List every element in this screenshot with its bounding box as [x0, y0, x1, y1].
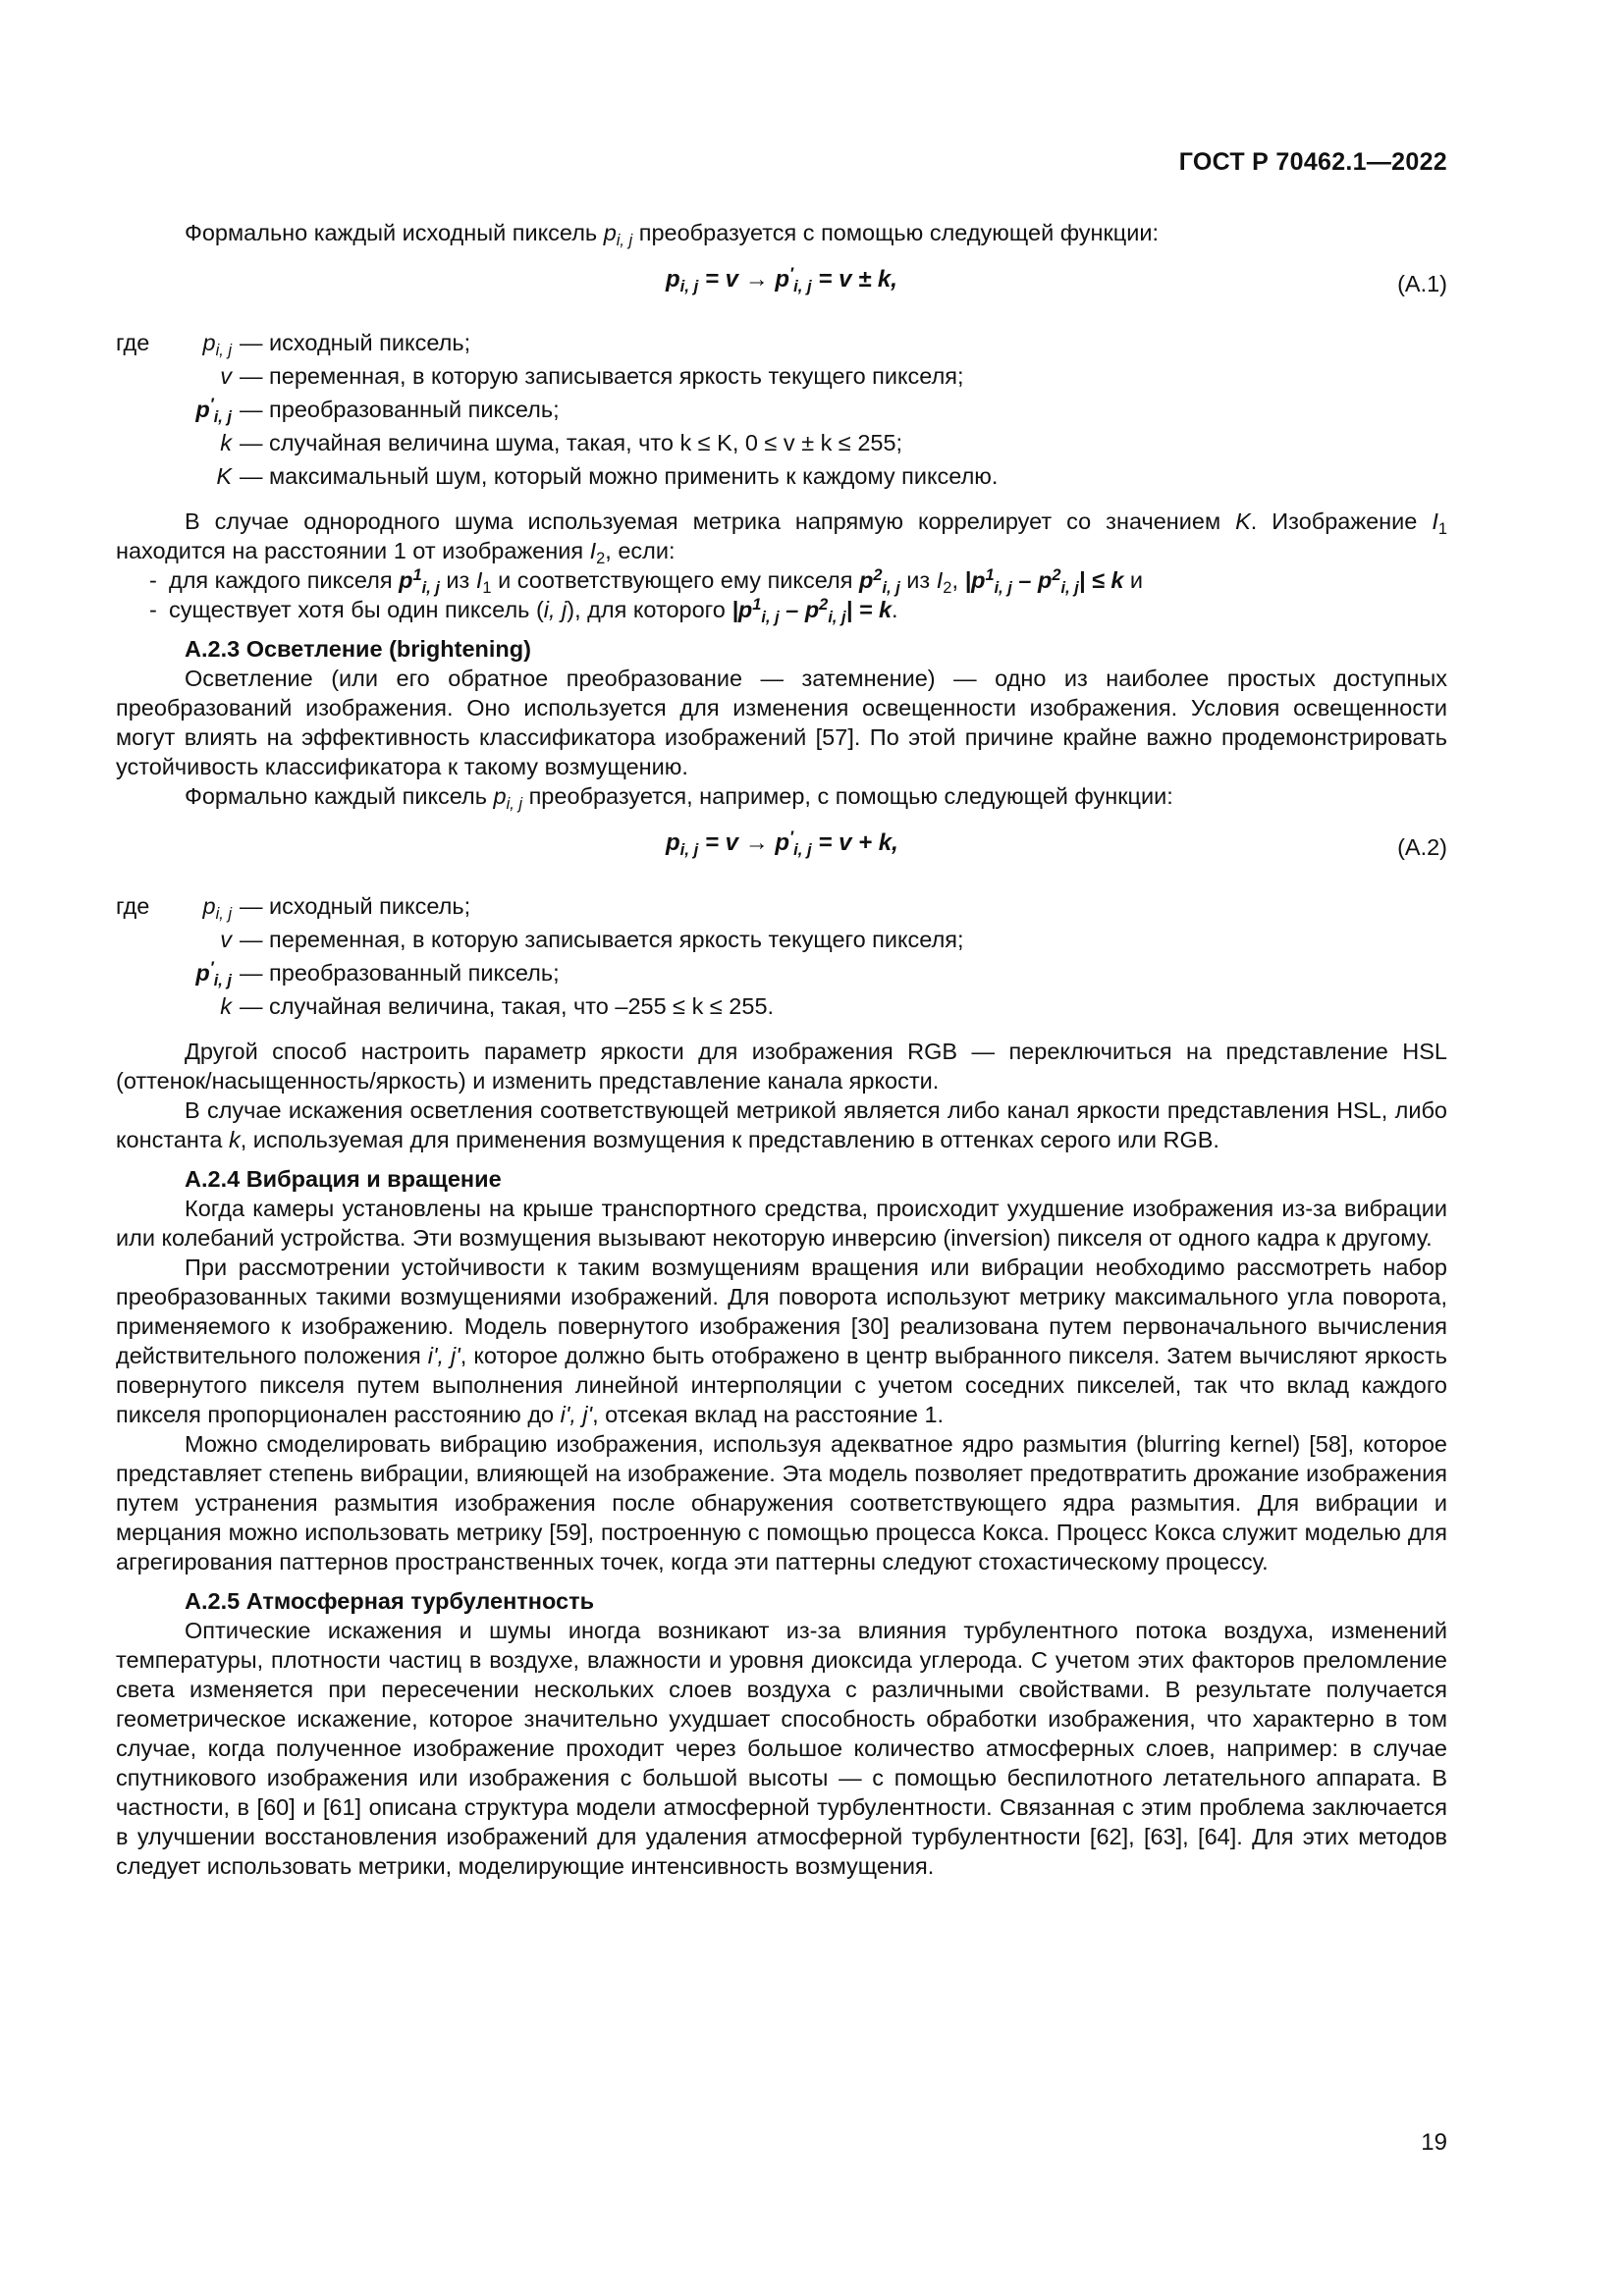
definition-row: K — максимальный шум, который можно применить к каждому пикселю.: [116, 461, 1447, 495]
page-body: [116, 218, 1447, 1881]
paragraph: Когда камеры установлены на крыше транспортного средства, происходит ухудшение изображения из-за вибрации или колебаний устройства. Эти возмущения вызывают некоторую инверсию (inversion) пикселя от одного кадра к другому.: [116, 1196, 1447, 1251]
section-heading-a25: А.2.5 Атмосферная турбулентность: [185, 1588, 595, 1614]
definition-row: $p'_{i, j}$ — преобразованный пиксель;: [116, 958, 1447, 991]
definition-symbol: $p_{i, j}$: [202, 330, 232, 359]
paragraph: При рассмотрении устойчивости к таким возмущениям вращения или вибрации необходимо рассмотреть набор преобразованных такими возмущениями изображений. Для поворота используют метрику максимального угла поворота, применяемого к изображению. Модель повернутого изображения [30] реализована путем первоначального вычисления действительного положения i', j', которое должно быть отображено в центр выбранного пикселя. Затем вычисляют яркость повернутого пикселя путем выполнения линейной интерполяции с учетом соседних пикселей, так что вклад каждого пикселя пропорционален расстоянию до i', j', отсекая вклад на расстояние 1.: [116, 1255, 1447, 1427]
definition-row: $p'_{i, j}$ — преобразованный пиксель;: [116, 395, 1447, 428]
definition-symbol: $p'_{i, j}$: [195, 959, 232, 989]
section-heading-a23: А.2.3 Осветление (brightening): [185, 636, 531, 662]
definition-row: k — случайная величина, такая, что –255 ≤ k ≤ 255.: [116, 991, 1447, 1025]
paragraph: В случае искажения осветления соответствующей метрикой является либо канал яркости представления HSL, либо константа k, используемая для применения возмущения к представлению в оттенках серого или RGB.: [116, 1097, 1447, 1152]
formula-a2-definitions: [116, 891, 1447, 1025]
definition-row: k — случайная величина шума, такая, что k ≤ K, 0 ≤ v ± k ≤ 255;: [116, 428, 1447, 461]
list-item: - для каждого пикселя $p^1_{i, j}$ из $I_1$ и соответствующего ему пикселя $p^2_{i, j}$ из $I_2$, $|p^1_{i, j} - p^2_{i, j}| \le k$ и: [116, 565, 1447, 595]
list-item: - существует хотя бы один пиксель (i, j), для которого $|p^1_{i, j} - p^2_{i, j}| = k$.: [116, 595, 1447, 624]
standard-designation: ГОСТ Р 70462.1—2022: [1178, 148, 1447, 176]
paragraph: Оптические искажения и шумы иногда возникают из-за влияния турбулентного потока воздуха, изменений температуры, плотности частиц в воздухе, влажности и уровня диоксида углерода. С учетом этих факторов преломление света изменяется при пересечении нескольких слоев воздуха с различными свойствами. В результате получается геометрическое искажение, которое значительно ухудшает способность обработки изображения, что характерно в том случае, когда полученное изображение проходит через большое количество атмосферных слоев, например: в случае спутникового изображения или изображения с большой высоты — с помощью беспилотного летательного аппарата. В частности, в [60] и [61] описана структура модели атмосферной турбулентности. Связанная с этим проблема заключается в улучшении восстановления изображений для удаления атмосферной турбулентности [62], [63], [64]. Для этих методов следует использовать метрики, моделирующие интенсивность возмущения.: [116, 1618, 1447, 1879]
definition-row: где $p_{i, j}$ — исходный пиксель;: [116, 330, 471, 359]
paragraph: Осветление (или его обратное преобразование — затемнение) — одно из наиболее простых доступных преобразований изображения. Оно используется для изменения освещенности изображения. Условия освещенности могут влиять на эффективность классификатора изображений [57]. По этой причине крайне важно продемонстрировать устойчивость классификатора к такому возмущению.: [116, 666, 1447, 779]
definition-symbol: v: [220, 363, 232, 389]
definition-row: где $p_{i, j}$ — исходный пиксель;: [116, 893, 471, 923]
definition-symbol: K: [216, 463, 232, 489]
definition-symbol: $p_{i, j}$: [202, 893, 232, 923]
definition-row: v — переменная, в которую записывается яркость текущего пикселя;: [116, 361, 1447, 395]
definition-symbol: v: [220, 927, 232, 952]
formula-a2: [116, 823, 1447, 868]
formula-a1-definitions: [116, 328, 1447, 495]
formula-a1-expression: $p_{i, j} = v \to p'_{i, j} = v \pm k$,: [666, 264, 897, 295]
formula-a1: [116, 259, 1447, 304]
page-number: 19: [1421, 2129, 1447, 2156]
paragraph: Другой способ настроить параметр яркости для изображения RGB — переключиться на представление HSL (оттенок/насыщенность/яркость) и изменить представление канала яркости.: [116, 1039, 1447, 1094]
paragraph: Можно смоделировать вибрацию изображения, используя адекватное ядро размытия (blurring kernel) [58], которое представляет степень вибрации, влияющей на изображение. Эта модель позволяет предотвратить дрожание изображения путем устранения размытия изображения после обнаружения соответствующего ядра размытия. Для вибрации и мерцания можно использовать метрику [59], построенную с помощью процесса Кокса. Процесс Кокса служит моделью для агрегирования паттернов пространственных точек, когда эти паттерны следуют стохастическому процессу.: [116, 1431, 1447, 1575]
definition-symbol: k: [220, 993, 232, 1019]
formula-a2-expression: $p_{i, j} = v \to p'_{i, j} = v + k$,: [666, 828, 898, 859]
definition-row: v — переменная, в которую записывается яркость текущего пикселя;: [116, 925, 1447, 958]
definition-symbol: $p'_{i, j}$: [195, 396, 232, 426]
section-heading-a24: А.2.4 Вибрация и вращение: [185, 1166, 502, 1192]
noise-paragraph: В случае однородного шума используемая метрика напрямую коррелирует со значением K. Изображение $I_1$ находится на расстоянии 1 от изображения $I_2$, если:: [116, 508, 1447, 567]
condition-list: [116, 565, 1447, 624]
intro-paragraph: Формально каждый исходный пиксель $p_{i, j}$ преобразуется с помощью следующей функции:: [185, 220, 1160, 249]
document-page: [116, 0, 1447, 2296]
definition-symbol: k: [220, 430, 232, 455]
formula-a2-number: (A.2): [1397, 834, 1447, 860]
paragraph: Формально каждый пиксель $p_{i, j}$ преобразуется, например, с помощью следующей функции:: [185, 783, 1173, 813]
formula-a1-number: (A.1): [1397, 271, 1447, 296]
